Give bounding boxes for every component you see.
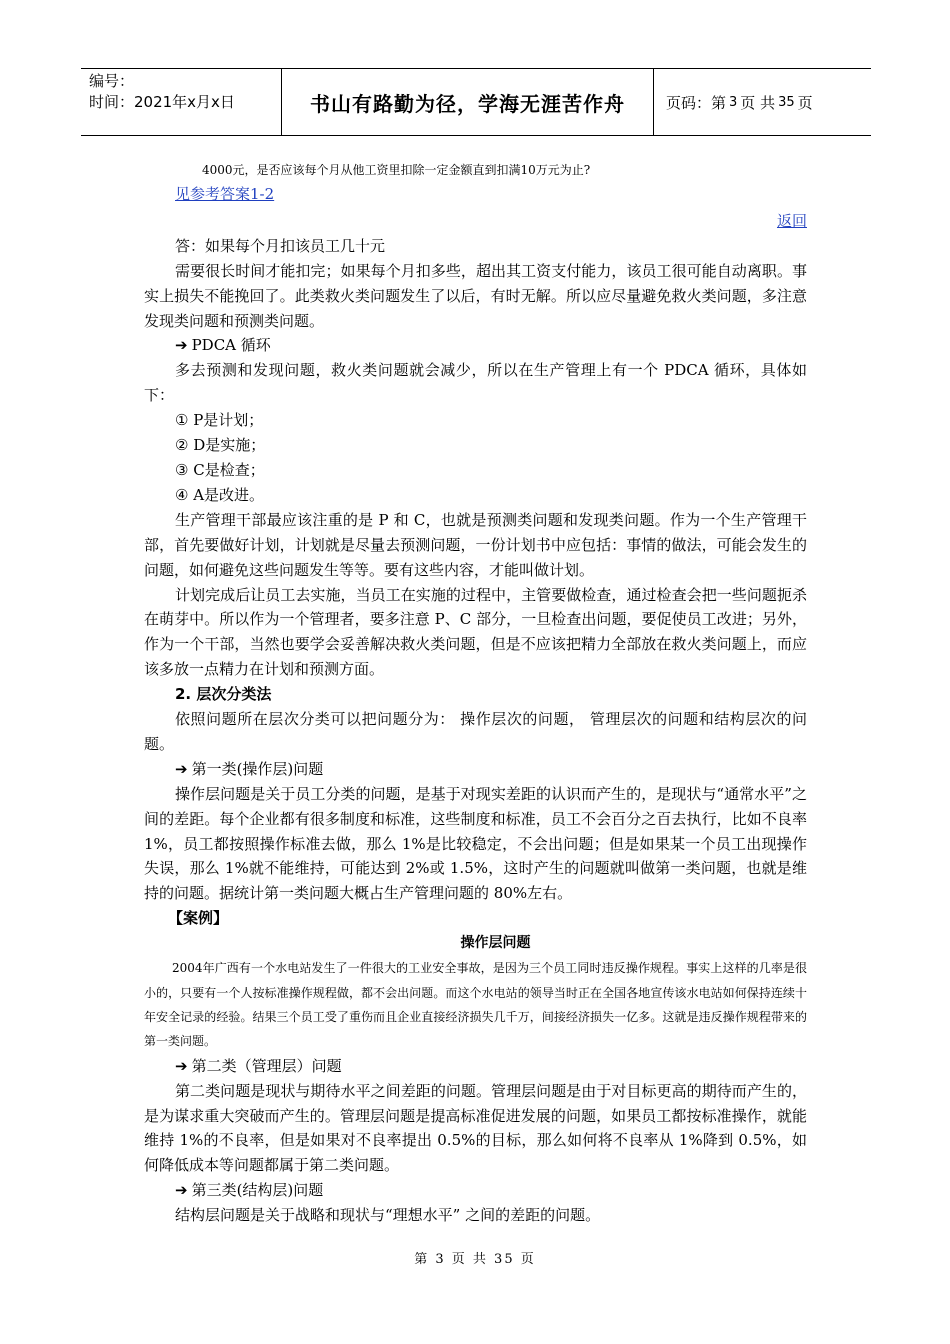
case-text: 2004年广西有一个水电站发生了一件很大的工业安全事故，是因为三个员工同时违反操作规程。事实上这样的几率是很小的，只要有一个人按标准操作规程做，都不会出问题。而这个水电站的领导当时正在全国各地宣传该水电站如何保持连续十年安全记录的经验。结果三个员工受了重伤而且企业直接经济损失几千万，间接经济损失一亿多。这就是违反操作规程带来的第一类问题。 (144, 961, 807, 1049)
list-item: ① P是计划； (175, 411, 264, 430)
type-3-heading: ➔ 第三类(结构层)问题 (175, 1181, 324, 1200)
header-meta (81, 69, 282, 135)
paragraph: 第二类问题是现状与期待水平之间差距的问题。管理层问题是由于对目标更高的期待而产生的，是为谋求重大突破而产生的。管理层问题是提高标准促进发展的问题，如果员工都按标准操作，就能维持 1%的不良率，但是如果对不良率提出 0.5%的目标，那么如何将不良率从 1%降到 0.5%，如何降低成本等问题都属于第二类问题。 (144, 1081, 807, 1175)
arrow-right-icon: ➔ (175, 1181, 188, 1200)
motto-text: 书山有路勤为径，学海无涯苦作舟 (310, 91, 625, 116)
arrow-right-icon: ➔ (175, 759, 188, 778)
page-current: 3 (729, 94, 738, 110)
time-label: 时间：2021年x月x日 (89, 93, 235, 111)
paragraph: 操作层问题是关于员工分类的问题，是基于对现实差距的认识而产生的，是现状与“通常水平”之间的差距。每个企业都有很多制度和标准，这些制度和标准，员工不会百分之百去执行，比如不良率 1%，员工都按照操作标准去做，那么 1%是比较稳定，不会出问题；但是如果某一个员工出现操作失误，那么 1%就不能维持，可能达到 2%或 1.5%，这时产生的问题就叫做第一类问题，也就是维持的问题。据统计第一类问题大概占生产管理问题的 80%左右。 (144, 784, 807, 903)
paragraph: 多去预测和发现问题，救火类问题就会减少，所以在生产管理上有一个 PDCA 循环，具体如下： (144, 361, 807, 405)
back-link[interactable]: 返回 (776, 211, 807, 230)
paragraph: 计划完成后让员工去实施，当员工在实施的过程中，主管要做检查，通过检查会把一些问题扼杀在萌芽中。所以作为一个管理者，要多注意 P、C 部分，一旦检查出问题，要促使员工改进；另外，作为一个干部，当然也要学会妥善解决救火类问题，但是不应该把精力全部放在救火类问题上，而应该多放一点精力在计划和预测方面。 (144, 585, 807, 679)
list-item: ③ C是检查； (175, 460, 265, 479)
header-motto (282, 69, 654, 135)
code-label: 编号： (89, 72, 135, 90)
list-item: ④ A是改进。 (175, 485, 265, 504)
document-body (144, 158, 807, 1228)
page-prefix: 页码：第 (666, 93, 727, 112)
document-header (81, 68, 871, 136)
arrow-right-icon: ➔ (175, 336, 188, 355)
arrow-right-icon: ➔ (175, 1056, 188, 1075)
section-heading: 2. 层次分类法 (175, 685, 272, 704)
page-mid: 页 共 (740, 93, 776, 112)
type-2-heading: ➔ 第二类（管理层）问题 (175, 1056, 342, 1075)
page-footer: 第 3 页 共 35 页 (414, 1252, 536, 1267)
page-total: 35 (778, 94, 795, 110)
paragraph: 需要很长时间才能扣完；如果每个月扣多些，超出其工资支付能力，该员工很可能自动离职。事实上损失不能挽回了。此类救火类问题发生了以后，有时无解。所以应尽量避免救火类问题，多注意发现类问题和预测类问题。 (144, 261, 807, 330)
pdca-heading-text: PDCA 循环 (191, 336, 271, 355)
list-item: ② D是实施； (175, 436, 266, 455)
pdca-heading (144, 333, 807, 358)
case-label: 【案例】 (168, 909, 229, 928)
page-suffix: 页 (797, 93, 813, 112)
type-1-heading: ➔ 第一类(操作层)问题 (175, 759, 324, 778)
reference-answer-link[interactable]: 见参考答案1-2 (175, 185, 275, 203)
paragraph: 生产管理干部最应该注重的是 P 和 C，也就是预测类问题和发现类问题。作为一个生产管理干部，首先要做好计划，计划就是尽量去预测问题，一份计划书中应包括：事情的做法，可能会发生的问题，如何避免这些问题发生等等。要有这些内容，才能叫做计划。 (144, 510, 807, 579)
case-title: 操作层问题 (460, 935, 531, 952)
header-page-number (654, 69, 871, 135)
paragraph: 结构层问题是关于战略和现状与“理想水平” 之间的差距的问题。 (175, 1206, 601, 1225)
answer-line: 答：如果每个月扣该员工几十元 (175, 236, 386, 255)
paragraph: 依照问题所在层次分类可以把问题分为： 操作层次的问题， 管理层次的问题和结构层次的问题。 (144, 710, 807, 753)
intro-line: 4000元，是否应该每个月从他工资里扣除一定金额直到扣满10万元为止? (202, 163, 591, 177)
